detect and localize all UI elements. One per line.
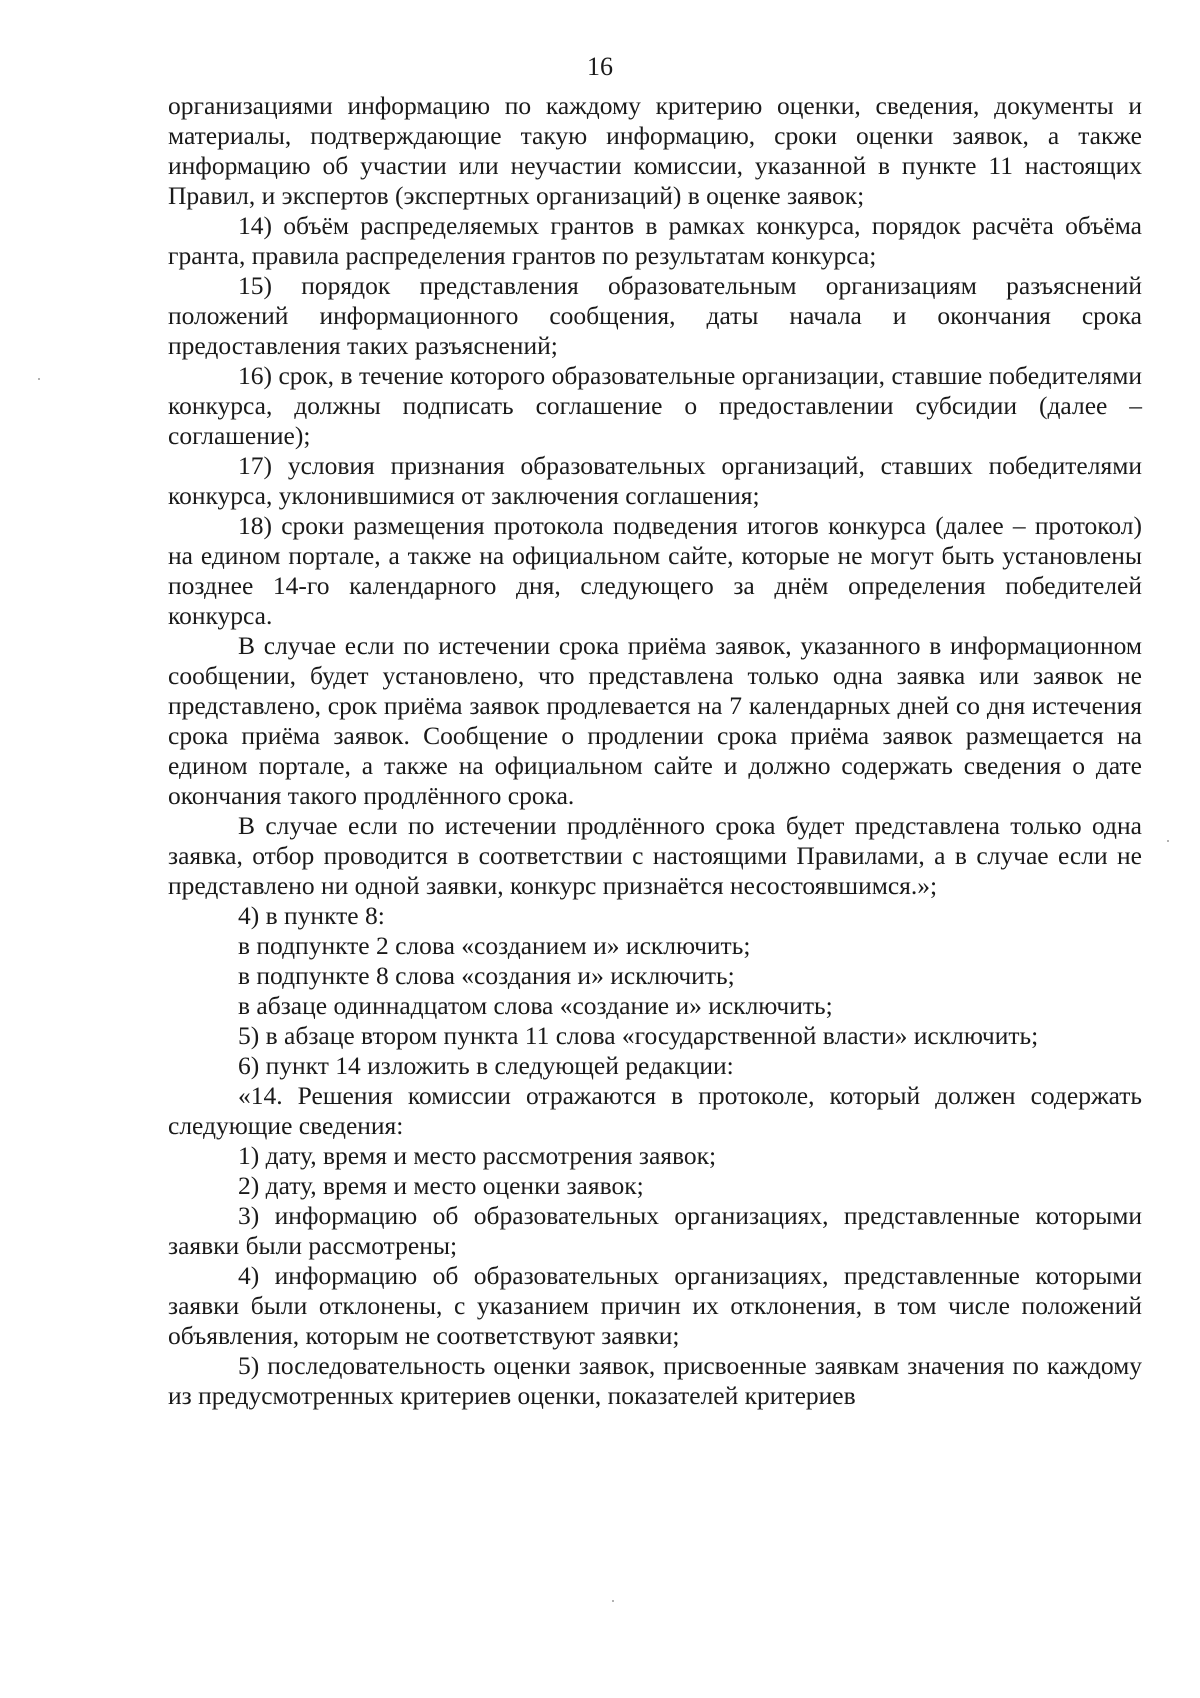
paragraph-item-18: 18) сроки размещения протокола подведения итогов конкурса (далее – протокол) на едином портале, а также на официальном сайте, которые не могут быть установлены позднее 14-го календарного дня, следующего за днём определения победителей конкурса.	[168, 511, 1142, 630]
paragraph-eleventh-clause: в абзаце одиннадцатом слова «создание и» исключить;	[238, 991, 833, 1020]
document-body	[168, 91, 1142, 1411]
paragraph-item-15: 15) порядок представления образовательным организациям разъяснений положений информационного сообщения, даты начала и окончания срока предоставления таких разъяснений;	[168, 271, 1142, 360]
paragraph-extension-rule: В случае если по истечении срока приёма заявок, указанного в информационном сообщении, будет установлено, что представлена только одна заявка или заявок не представлено, срок приёма заявок продлевается на 7 календарных дней со дня истечения срока приёма заявок. Сообщение о продлении срока приёма заявок размещается на едином портале, а также на официальном сайте и должно содержать сведения о дате окончания такого продлённого срока.	[168, 631, 1142, 810]
scan-speck	[612, 1600, 614, 1602]
paragraph-continuation: организациями информацию по каждому критерию оценки, сведения, документы и материалы, подтверждающие такую информацию, сроки оценки заявок, а также информацию об участии или неучастии комиссии, указанной в пункте 11 настоящих Правил, и экспертов (экспертных организаций) в оценке заявок;	[168, 91, 1142, 210]
paragraph-item-14: 14) объём распределяемых грантов в рамках конкурса, порядок расчёта объёма гранта, правила распределения грантов по результатам конкурса;	[168, 211, 1142, 270]
paragraph-protocol-item-2: 2) дату, время и место оценки заявок;	[238, 1171, 644, 1200]
paragraph-amendment-4: 4) в пункте 8:	[238, 901, 385, 930]
paragraph-point-14: «14. Решения комиссии отражаются в протоколе, который должен содержать следующие сведения:	[168, 1081, 1142, 1140]
paragraph-single-application-rule: В случае если по истечении продлённого срока будет представлена только одна заявка, отбор проводится в соответствии с настоящими Правилами, а в случае если не представлено ни одной заявки, конкурс признаётся несостоявшимся.»;	[168, 811, 1142, 900]
paragraph-item-17: 17) условия признания образовательных организаций, ставших победителями конкурса, уклонившимися от заключения соглашения;	[168, 451, 1142, 510]
paragraph-protocol-item-3: 3) информацию об образовательных организациях, представленные которыми заявки были рассмотрены;	[168, 1201, 1142, 1260]
paragraph-subitem-8: в подпункте 8 слова «создания и» исключить;	[238, 961, 735, 990]
scan-speck	[38, 378, 40, 380]
paragraph-amendment-5: 5) в абзаце втором пункта 11 слова «государственной власти» исключить;	[238, 1021, 1039, 1050]
page-number: 16	[587, 52, 613, 81]
scan-speck	[1167, 840, 1169, 842]
paragraph-protocol-item-1: 1) дату, время и место рассмотрения заявок;	[238, 1141, 717, 1170]
paragraph-subitem-2: в подпункте 2 слова «созданием и» исключить;	[238, 931, 751, 960]
paragraph-protocol-item-5: 5) последовательность оценки заявок, присвоенные заявкам значения по каждому из предусмотренных критериев оценки, показателей критериев	[168, 1351, 1142, 1410]
paragraph-amendment-6: 6) пункт 14 изложить в следующей редакции:	[238, 1051, 734, 1080]
paragraph-protocol-item-4: 4) информацию об образовательных организациях, представленные которыми заявки были отклонены, с указанием причин их отклонения, в том числе положений объявления, которым не соответствуют заявки;	[168, 1261, 1142, 1350]
paragraph-item-16: 16) срок, в течение которого образовательные организации, ставшие победителями конкурса, должны подписать соглашение о предоставлении субсидии (далее – соглашение);	[168, 361, 1142, 450]
